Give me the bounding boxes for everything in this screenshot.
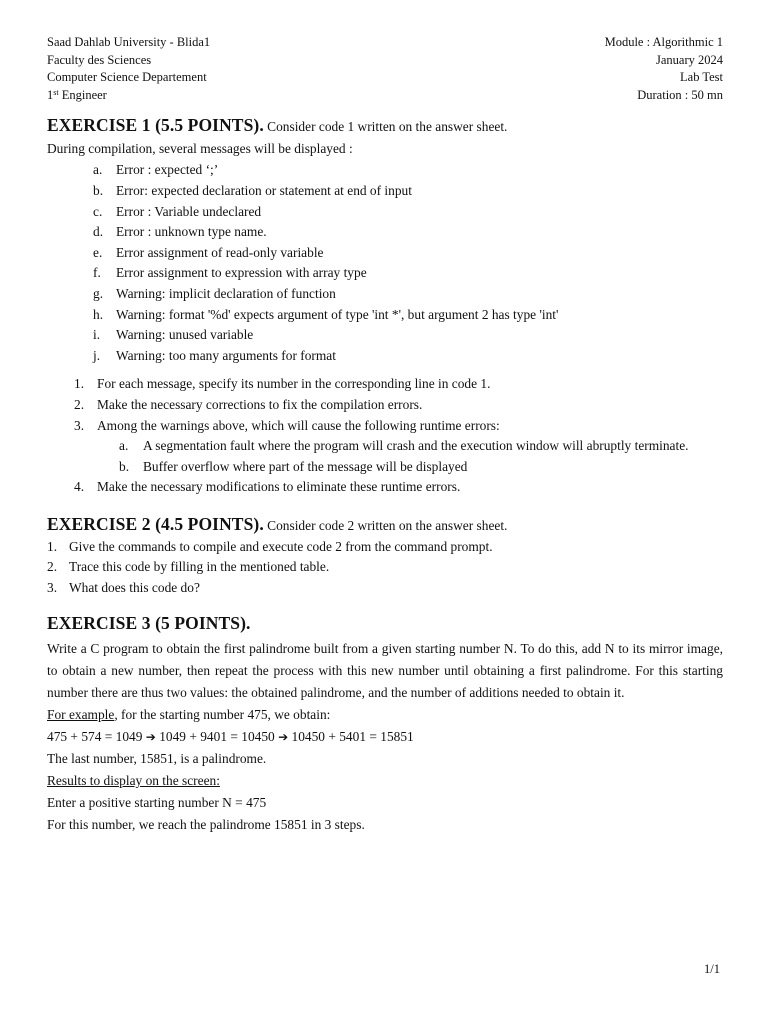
exercise-3-statement: Write a C program to obtain the first palindrome built from a given starting number N. To do this, add N to its mirror image, to obtain a new number, then repeat the process with this new number until obtaining a first palindrome. For this starting number there are thus two values: the obtained palindrome, and the number of additions needed to obtain it. [47, 640, 723, 700]
list-item: 3. Among the warnings above, which will cause the following runtime errors: a. A segmentation fault where the program will crash and the execution window will abruptly terminate. b. Buffer overflow where part of the message will be displayed [97, 416, 723, 478]
page-number: 1/1 [704, 962, 720, 976]
faculty-name: Faculty des Sciences [47, 52, 152, 67]
example-intro: For example, for the starting number 475, we obtain: [47, 706, 331, 722]
list-item: 1. Give the commands to compile and execute code 2 from the command prompt. [47, 538, 493, 554]
exercise-2-title: EXERCISE 2 (4.5 POINTS). Consider code 2 written on the answer sheet. [47, 513, 508, 534]
module-name: Module : Algorithmic 1 [604, 35, 723, 49]
list-item: d. Error : unknown type name. [93, 224, 267, 240]
institution-info [47, 34, 210, 104]
list-item: a. Error : expected ‘;’ [93, 162, 219, 178]
exam-date: January 2024 [656, 52, 723, 67]
list-item: 2. Trace this code by filling in the mentioned table. [47, 559, 330, 575]
list-item: f. Error assignment to expression with array type [93, 265, 367, 281]
list-item: b. Buffer overflow where part of the message will be displayed [119, 458, 468, 474]
list-item: c. Error : Variable undeclared [93, 203, 262, 219]
list-item: 3. What does this code do? [47, 580, 200, 596]
list-item: e. Error assignment of read-only variable [93, 244, 324, 260]
list-item: 1. For each message, specify its number in the corresponding line in code 1. [74, 376, 491, 392]
arrow-right-icon: ➔ [145, 729, 156, 744]
sample-prompt: Enter a positive starting number N = 475 [47, 794, 267, 810]
arrow-right-icon: ➔ [278, 729, 289, 744]
list-item: 4. Make the necessary modifications to eliminate these runtime errors. [74, 479, 461, 495]
exercise-2-questions [47, 537, 723, 599]
page-header [47, 34, 723, 104]
list-item: g. Warning: implicit declaration of function [93, 285, 336, 301]
results-label: Results to display on the screen: [47, 772, 220, 788]
list-item: a. A segmentation fault where the program will crash and the execution window will abruptly terminate. [119, 438, 689, 454]
exercise-1-lead: During compilation, several messages will be displayed : [47, 141, 353, 157]
department-name: Computer Science Departement [47, 70, 207, 85]
exam-page [47, 34, 723, 836]
list-item: i. Warning: unused variable [93, 327, 254, 343]
list-item: 2. Make the necessary corrections to fix the compilation errors. [74, 396, 423, 412]
list-item: b. Error: expected declaration or statement at end of input [93, 182, 412, 198]
university-name: Saad Dahlab University - Blida1 [47, 35, 211, 49]
example-conclusion: The last number, 15851, is a palindrome. [47, 750, 267, 766]
sample-output: For this number, we reach the palindrome 15851 in 3 steps. [47, 816, 365, 832]
exam-type: Lab Test [680, 70, 723, 85]
exam-info [605, 34, 723, 104]
example-steps: 475 + 574 = 1049 ➔ 1049 + 9401 = 10450 ➔ 10450 + 5401 = 15851 [47, 728, 414, 744]
exercise-1-questions [47, 374, 723, 498]
exercise-3-title: EXERCISE 3 (5 POINTS). [47, 612, 251, 633]
exam-duration: Duration : 50 mn [637, 87, 723, 102]
list-item: h. Warning: format '%d' expects argument of type 'int *', but argument 2 has type 'int' [93, 306, 559, 322]
compiler-messages-list [47, 160, 723, 366]
level-line: 1st Engineer [47, 87, 107, 102]
list-item: j. Warning: too many arguments for format [93, 347, 336, 363]
runtime-errors-list [97, 436, 723, 477]
exercise-1-title: EXERCISE 1 (5.5 POINTS). Consider code 1 written on the answer sheet. [47, 115, 508, 136]
